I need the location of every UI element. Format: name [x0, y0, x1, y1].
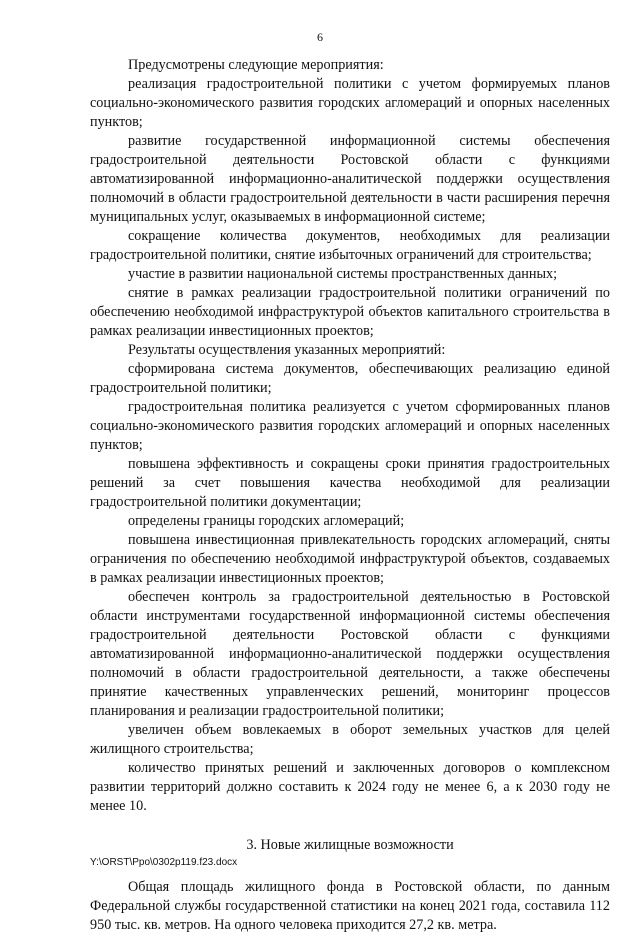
footer-file-path: Y:\ORST\Ppo\0302p119.f23.docx: [90, 857, 238, 868]
paragraph-measure: реализация градостроительной политики с учетом формируемых планов социально-экономического развития городских агломераций и опорных населенных пунктов;: [90, 76, 610, 130]
paragraph-results-intro: Результаты осуществления указанных мероприятий:: [128, 342, 446, 358]
paragraph-result: градостроительная политика реализуется с учетом сформированных планов социально-экономического развития городских агломераций и опорных населенных пунктов;: [90, 399, 610, 453]
paragraph-result: количество принятых решений и заключенных договоров о комплексном развитии территорий должно составить к 2024 году не менее 6, а к 2030 году не менее 10.: [90, 760, 610, 814]
paragraph-measure: развитие государственной информационной системы обеспечения градостроительной деятельности Ростовской области с функциями автоматизированной информационно-аналитической поддержки осуществления полномочий в области градостроительной деятельности в части расширения перечня муниципальных услуг, оказываемых в информационной системе;: [90, 133, 610, 225]
paragraph-intro: Предусмотрены следующие мероприятия:: [128, 57, 384, 73]
paragraph-measure: сокращение количества документов, необходимых для реализации градостроительной политики, снятие избыточных ограничений для строительства;: [90, 228, 610, 263]
paragraph-result: повышена инвестиционная привлекательность городских агломераций, сняты ограничения по обеспечению необходимой инфраструктурой объектов, создаваемых в рамках реализации инвестиционных проектов;: [90, 532, 610, 586]
section-heading: 3. Новые жилищные возможности: [246, 837, 454, 853]
paragraph-measure: снятие в рамках реализации градостроительной политики ограничений по обеспечению необходимой инфраструктурой объектов капитального строительства в рамках реализации инвестиционных проектов;: [90, 285, 610, 339]
paragraph-result: обеспечен контроль за градостроительной деятельностью в Ростовской области инструментами государственной информационной системы обеспечения градостроительной деятельности Ростовской области с функциями автоматизированной информационно-аналитической поддержки осуществления полномочий в области градостроительной деятельности, а также обеспечены принятие качественных управленческих решений, мониторинг процессов планирования и реализации градостроительной политики;: [90, 589, 610, 719]
paragraph-housing-stock: Общая площадь жилищного фонда в Ростовской области, по данным Федеральной службы государственной статистики на конец 2021 года, составила 112 950 тыс. кв. метров. На одного человека приходится 27,2 кв. метра.: [90, 879, 610, 933]
document-body: [90, 56, 610, 935]
paragraph-result: сформирована система документов, обеспечивающих реализацию единой градостроительной политики;: [90, 361, 610, 396]
paragraph-measure: участие в развитии национальной системы пространственных данных;: [128, 266, 558, 282]
paragraph-result: определены границы городских агломераций;: [128, 513, 405, 529]
paragraph-result: увеличен объем вовлекаемых в оборот земельных участков для целей жилищного строительства;: [90, 722, 610, 757]
paragraph-result: повышена эффективность и сокращены сроки принятия градостроительных решений за счет повышения качества необходимой для реализации градостроительной политики документации;: [90, 456, 610, 510]
page-number: 6: [317, 30, 323, 44]
